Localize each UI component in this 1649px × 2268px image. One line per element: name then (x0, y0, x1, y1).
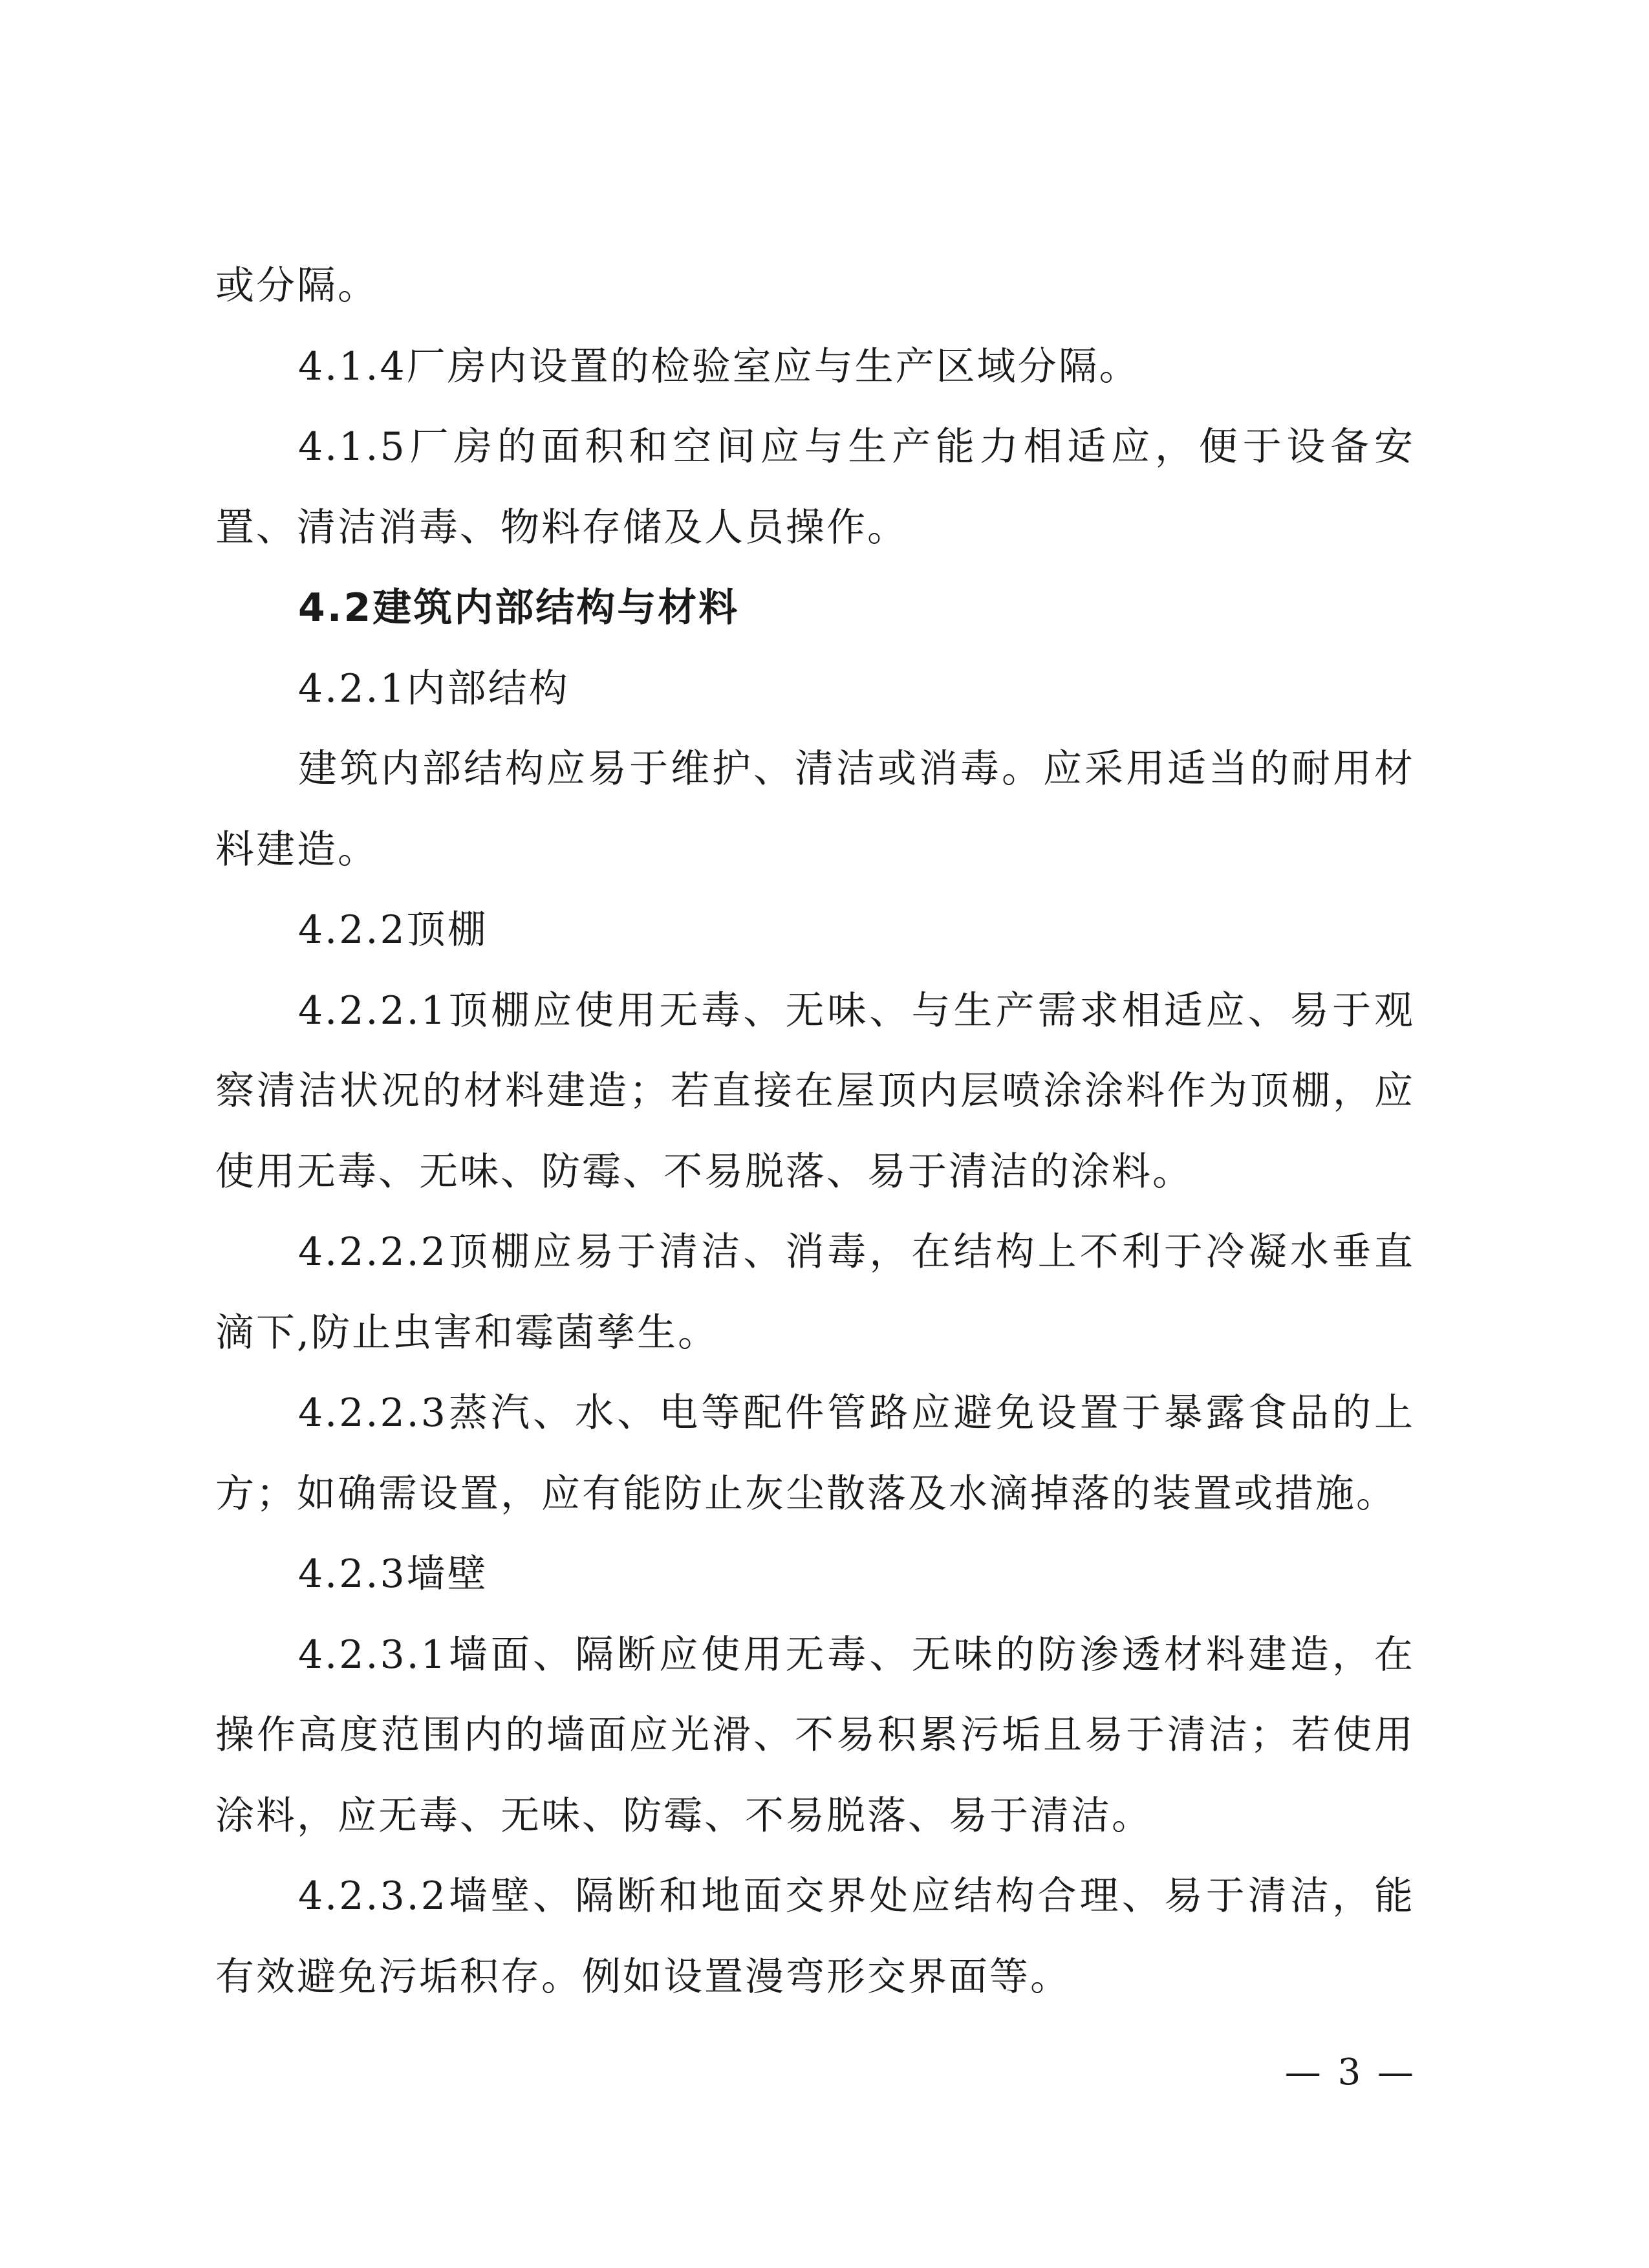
paragraph: 或分隔。 (215, 263, 378, 308)
paragraph: 4.2.2.1顶棚应使用无毒、无味、与生产需求相适应、易于观察清洁状况的材料建造；若直接在屋顶内层喷涂涂料作为顶棚，应使用无毒、无味、防霉、不易脱落、易于清洁的涂料。 (215, 988, 1415, 1194)
section-heading: 4.2建筑内部结构与材料 (298, 585, 740, 631)
paragraph: 4.2.3.2墙壁、隔断和地面交界处应结构合理、易于清洁，能有效避免污垢积存。例如设置漫弯形交界面等。 (215, 1874, 1415, 2000)
body-text (215, 246, 1415, 2017)
paragraph: 4.1.4厂房内设置的检验室应与生产区域分隔。 (298, 343, 1140, 389)
subsection-title: 4.2.1内部结构 (298, 665, 570, 711)
paragraph: 4.2.3.1墙面、隔断应使用无毒、无味的防渗透材料建造，在操作高度范围内的墙面应光滑、不易积累污垢且易于清洁；若使用涂料，应无毒、无味、防霉、不易脱落、易于清洁。 (215, 1632, 1415, 1839)
paragraph: 4.2.2.3蒸汽、水、电等配件管路应避免设置于暴露食品的上方；如确需设置，应有能防止灰尘散落及水滴掉落的装置或措施。 (215, 1390, 1415, 1517)
subsection-title: 4.2.2顶棚 (298, 907, 488, 953)
subsection-title: 4.2.3墙壁 (298, 1551, 488, 1597)
page-number: — 3 — (1284, 2051, 1416, 2093)
paragraph: 建筑内部结构应易于维护、清洁或消毒。应采用适当的耐用材料建造。 (215, 746, 1415, 872)
paragraph: 4.2.2.2顶棚应易于清洁、消毒，在结构上不利于冷凝水垂直滴下,防止虫害和霉菌孳生。 (215, 1229, 1415, 1355)
paragraph: 4.1.5厂房的面积和空间应与生产能力相适应，便于设备安置、清洁消毒、物料存储及人员操作。 (215, 424, 1415, 550)
